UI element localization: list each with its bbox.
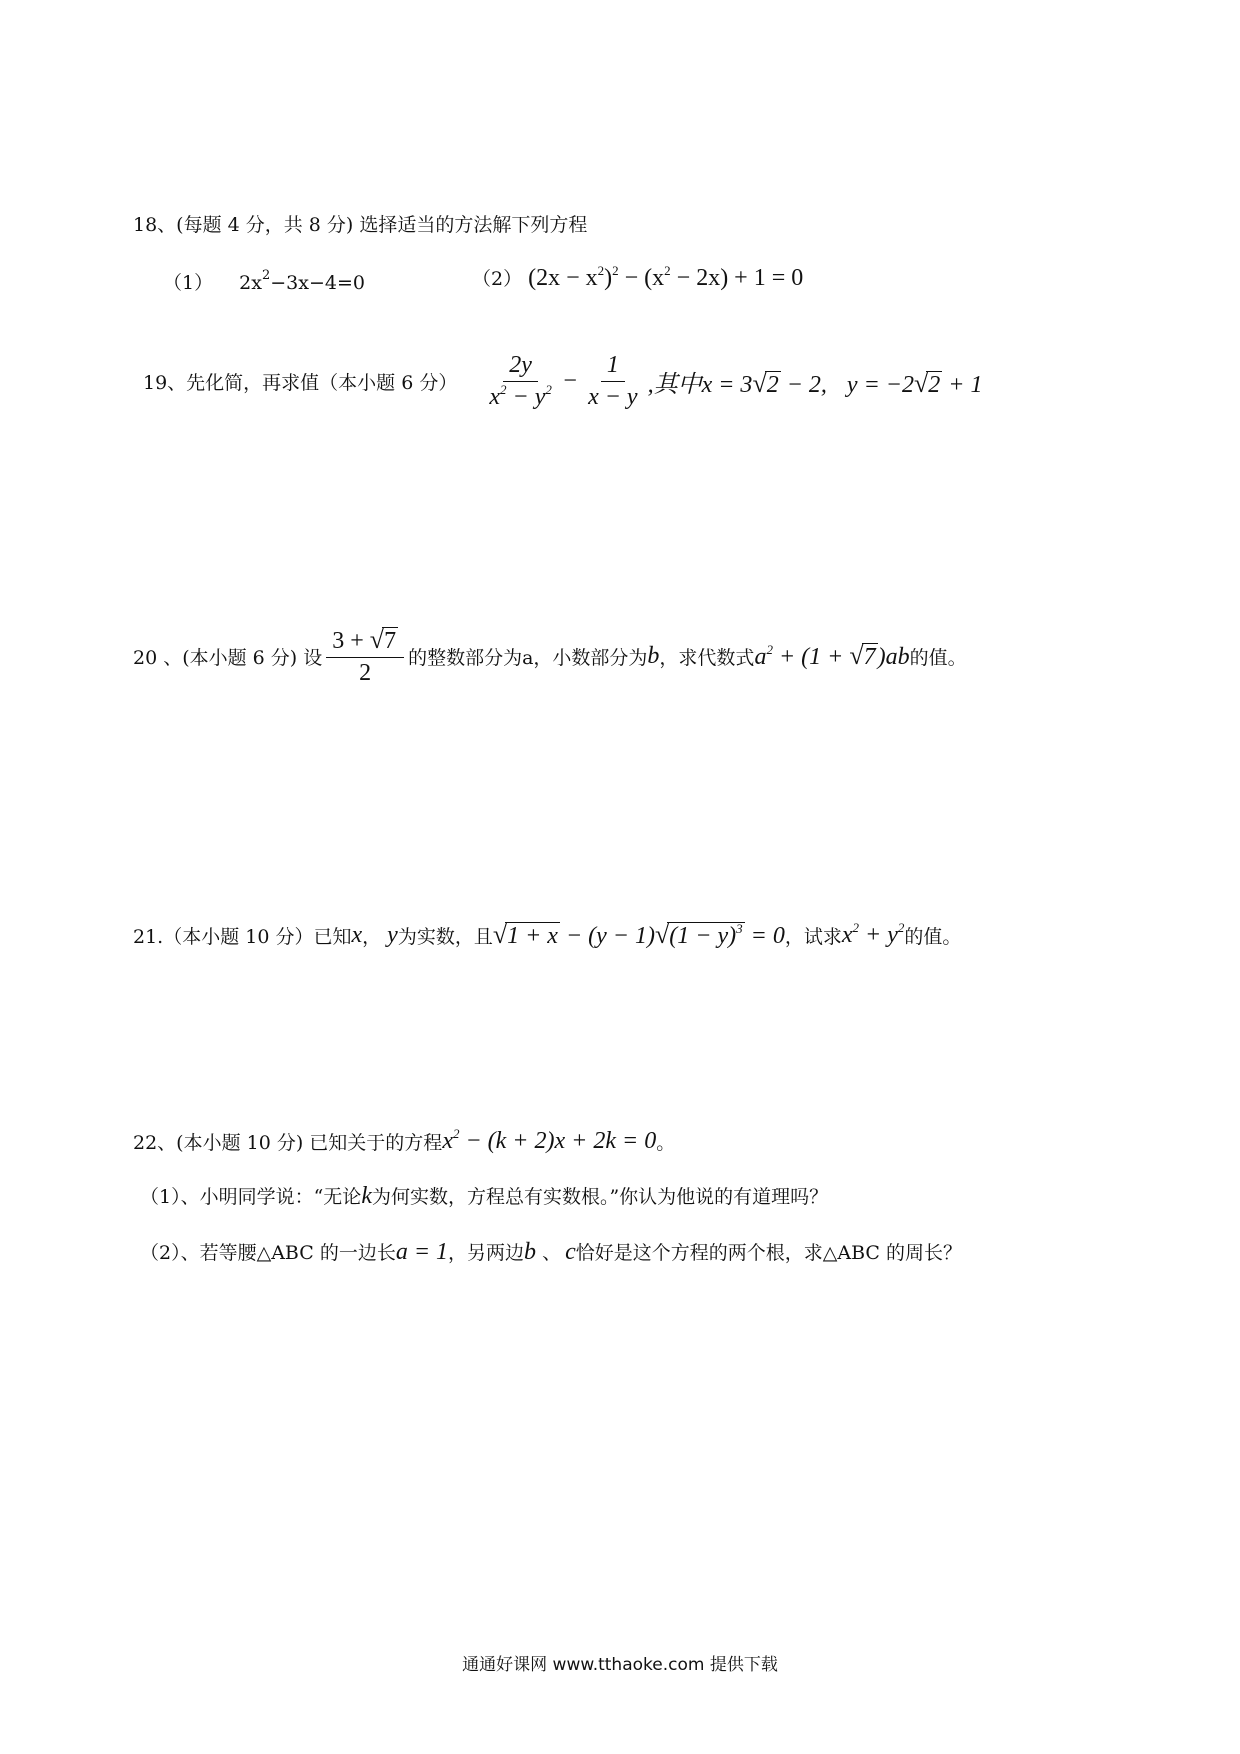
- q19-condition: ,其中x = 3√2 − 2, y = −2√2 + 1: [647, 369, 983, 398]
- q19-fraction-2: $\frac{1}{x - y}$: [588, 352, 638, 410]
- q18-part1: [163, 268, 365, 295]
- q21-block: 21.（本小题 10 分）已知 x ， y 为实数，且 $√1 + x - (y - 1)√(1 - y)^3 = 0$ ，试求 $x^2 + y^2$ 的值。: [133, 919, 962, 949]
- q21-header: 21.（本小题 10 分）已知: [133, 925, 352, 948]
- q22-header: 22、(本小题 10 分) 已知关于的方程: [133, 1132, 443, 1154]
- q19-block: [143, 352, 982, 411]
- q19-header: 19、先化简，再求值（本小题 6 分）: [143, 372, 458, 394]
- q18-part2: [472, 264, 803, 292]
- q21-expression: $√1 + x - (y - 1)√(1 - y)^3 = 0$: [492, 920, 785, 949]
- q20-expression: $a^2 + (1 + √7)ab$: [754, 641, 910, 670]
- q20-fraction: $\frac{3 + √7}{2}$: [326, 625, 404, 687]
- q18-part1-equation: $2x^2-3x-4=0$: [239, 268, 365, 294]
- q19-fraction-1: $\frac{2y}{x^2 - y^2}$: [489, 352, 552, 410]
- q21-target-expression: $x^2 + y^2$: [841, 919, 905, 948]
- q22-block: 22、(本小题 10 分) 已知关于的方程 $x^2 - (k + 2)x + 2k = 0$ 。: [133, 1126, 676, 1154]
- q18-part2-label: （2）: [472, 268, 523, 290]
- q18-header: 18、(每题 4 分，共 8 分) 选择适当的方法解下列方程: [133, 214, 588, 236]
- q19-expression: $\frac{2y}{x^2 - y^2}$ − $\frac{1}{x - y}$ ,其中x = 3√2 − 2, y = −2√2 + 1: [479, 352, 982, 411]
- q22-equation: $x^2 - (k + 2)x + 2k = 0$: [442, 1126, 657, 1154]
- q22-sub1: （1）、小明同学说：“无论k为何实数，方程总有实数根。”你认为他说的有道理吗？: [140, 1183, 829, 1209]
- q18-part1-label: （1）: [163, 272, 214, 294]
- q18-part2-equation: $(2x - x^2)^2 - (x^2 - 2x) + 1 = 0$: [528, 263, 804, 291]
- q20-var-b: b: [647, 642, 660, 669]
- q20-block: 20 、(本小题 6 分) 设 $\frac{3 + √7}{2}$ 的整数部分为a，小数部分为 b ，求代数式 $a^2 + (1 + √7)ab$ 的值。: [133, 625, 967, 686]
- footer-credit: 通通好课网 www.tthaoke.com 提供下载: [462, 1655, 778, 1675]
- q22-sub2: （2）、若等腰△ABC 的一边长a = 1，另两边b 、 c恰好是这个方程的两个根，求△ABC 的周长？: [140, 1239, 962, 1265]
- q20-header: 20 、(本小题 6 分) 设: [133, 646, 323, 669]
